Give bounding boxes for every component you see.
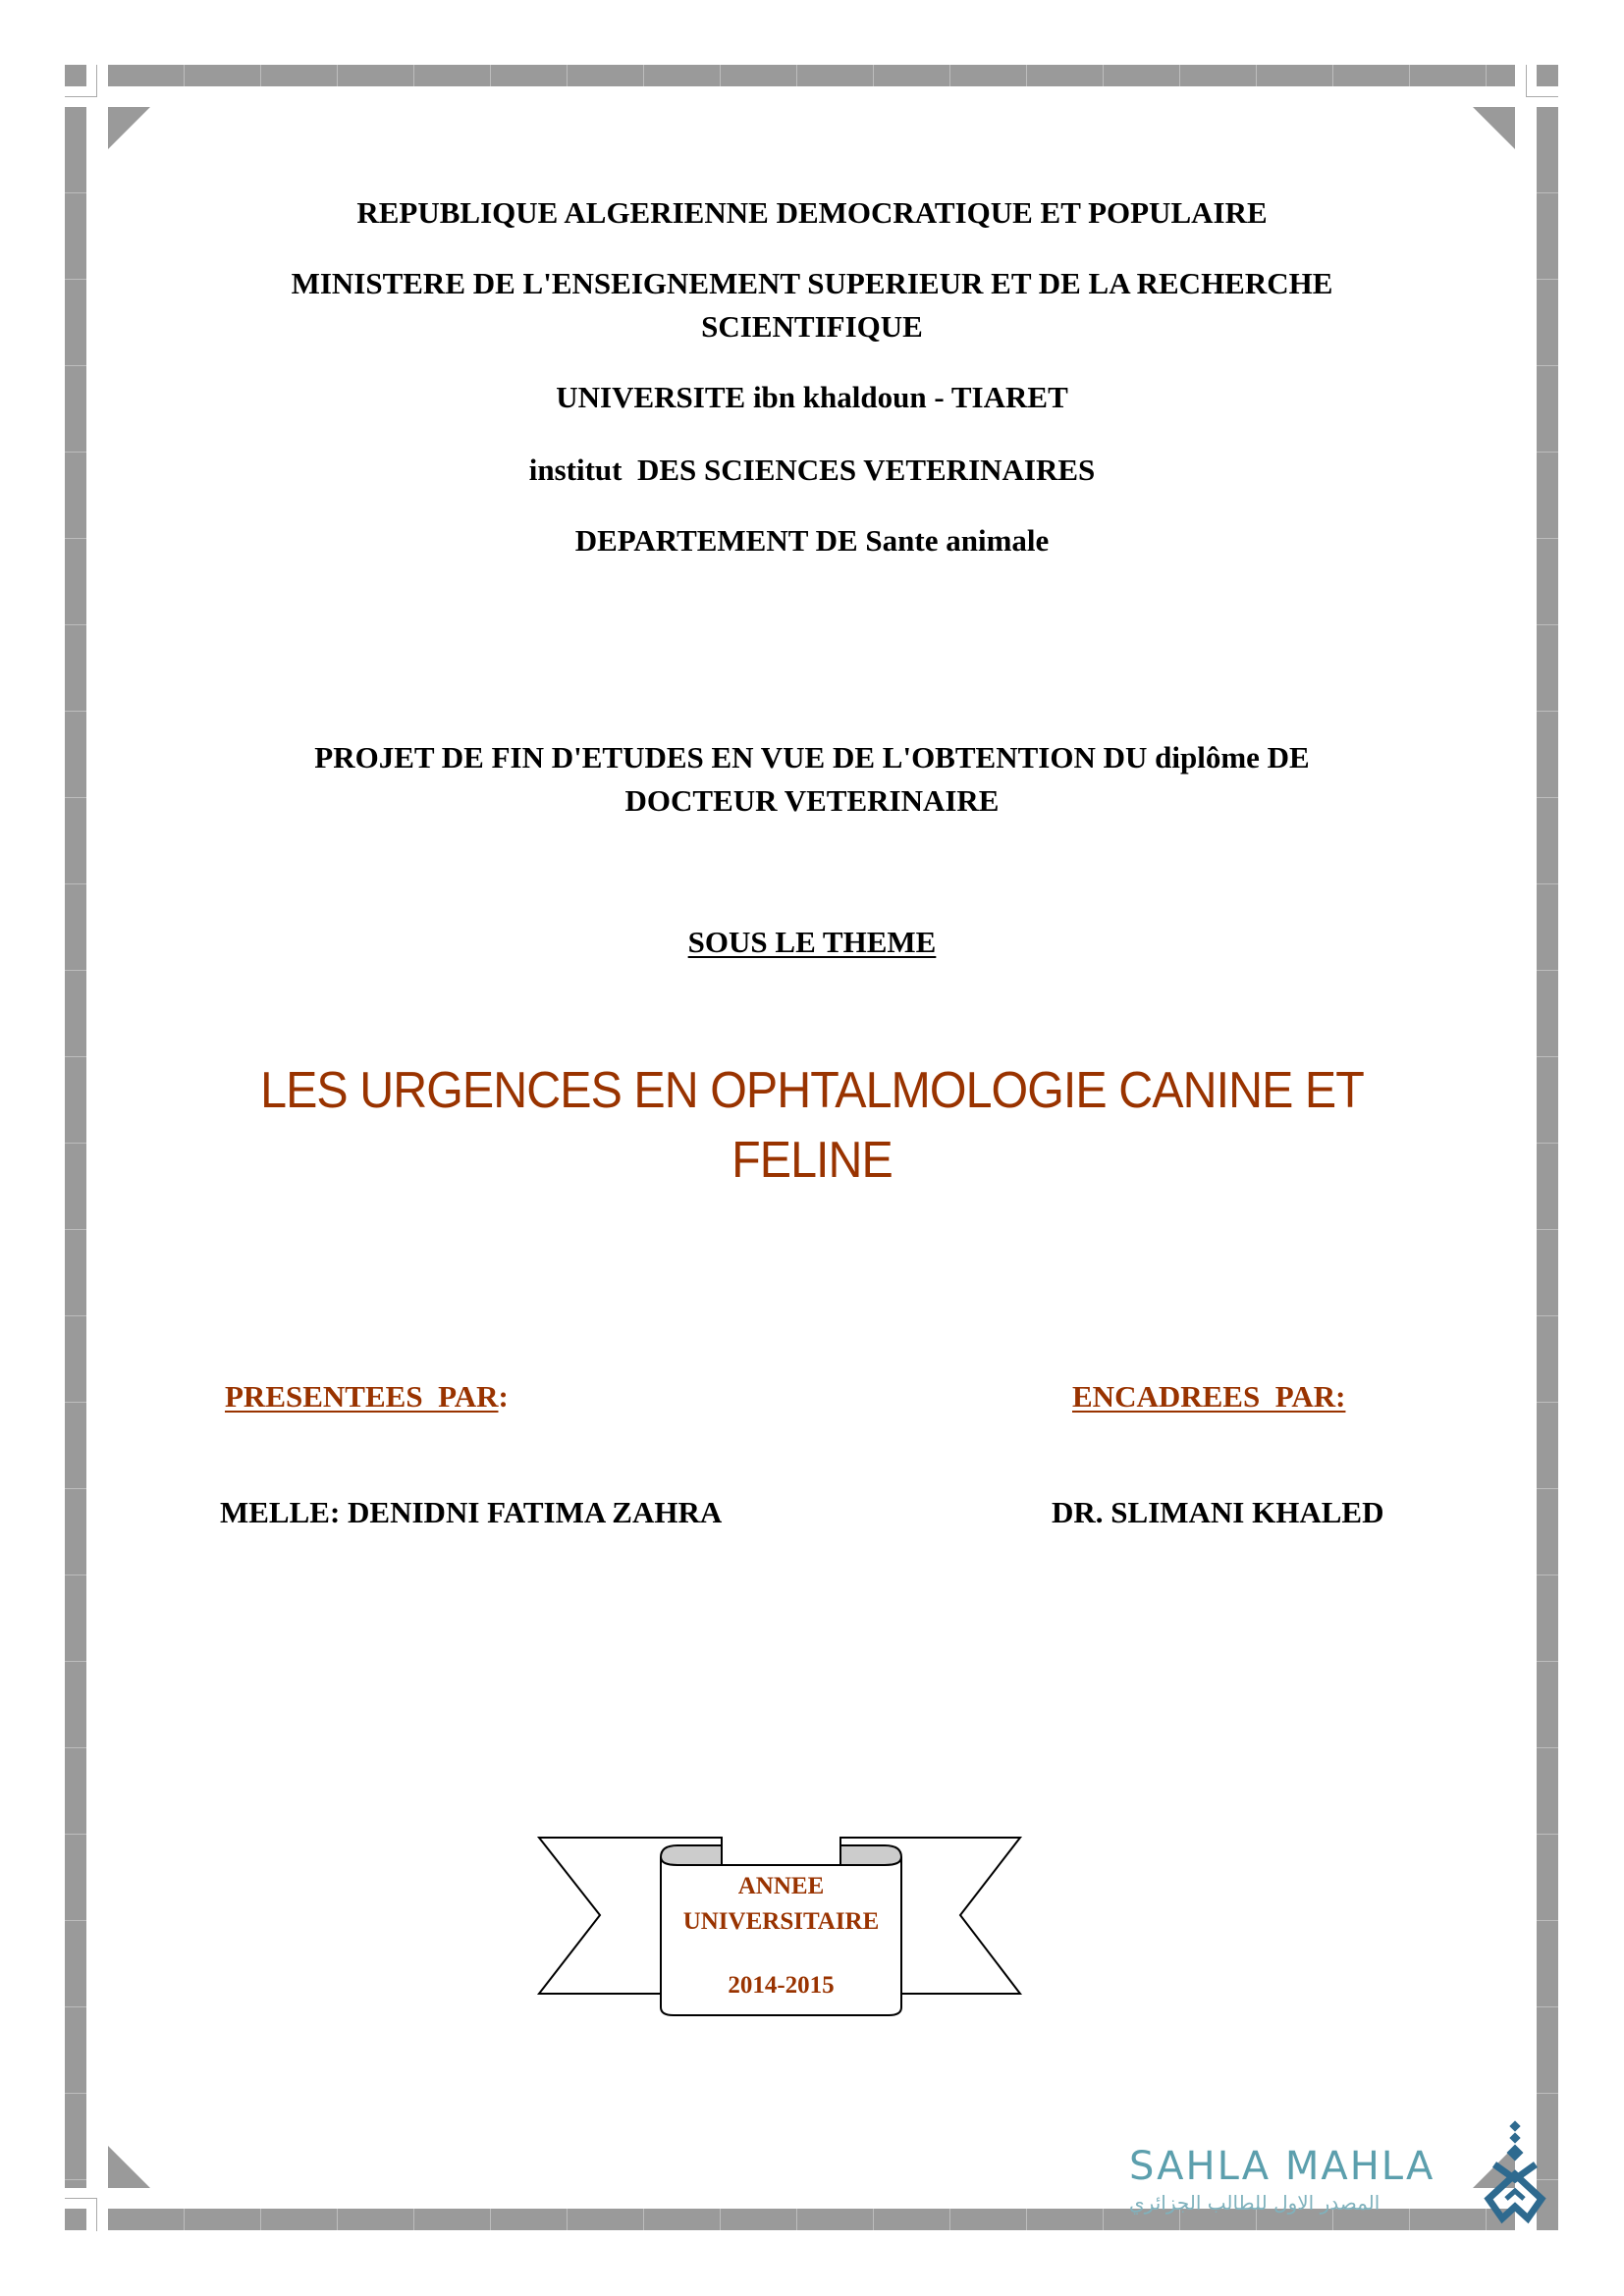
supervised-by-label bbox=[1072, 1379, 1345, 1415]
presented-by-colon: : bbox=[498, 1379, 509, 1414]
frame-corner-line-bottom-left bbox=[65, 2198, 97, 2231]
frame-triangle-top-right bbox=[1473, 107, 1515, 149]
frame-corner-line-top-right bbox=[1526, 65, 1558, 97]
republic-heading: REPUBLIQUE ALGERIENNE DEMOCRATIQUE ET POPULAIRE bbox=[356, 195, 1268, 230]
supervisor-name: DR. SLIMANI KHALED bbox=[1052, 1495, 1384, 1529]
thesis-title-line1: LES URGENCES EN OPHTALMOLOGIE CANINE ET bbox=[260, 1062, 1364, 1119]
project-line2: DOCTEUR VETERINAIRE bbox=[624, 783, 1000, 818]
thesis-title-line2: FELINE bbox=[731, 1132, 893, 1189]
supervised-by-text: ENCADREES PAR: bbox=[1072, 1379, 1346, 1414]
institute-heading: institut DES SCIENCES VETERINAIRES bbox=[528, 453, 1096, 487]
theme-label bbox=[0, 925, 1624, 960]
ribbon-universitaire: UNIVERSITAIRE bbox=[682, 1908, 880, 1935]
watermark-subtitle: المصدر الاول للطالب الجزائري bbox=[1129, 2191, 1380, 2215]
university-heading: UNIVERSITE ibn khaldoun - TIARET bbox=[556, 380, 1068, 414]
student-name: MELLE: DENIDNI FATIMA ZAHRA bbox=[220, 1495, 723, 1529]
ribbon-year: 2014-2015 bbox=[728, 1972, 835, 1999]
frame-triangle-top-left bbox=[108, 107, 150, 149]
theme-label-text: SOUS LE THEME bbox=[687, 925, 937, 959]
frame-triangle-bottom-left bbox=[108, 2146, 150, 2188]
project-line1: PROJET DE FIN D'ETUDES EN VUE DE L'OBTENTION DU diplôme DE bbox=[314, 740, 1310, 774]
ribbon-annee: ANNEE bbox=[737, 1873, 825, 1899]
ministry-heading-line2: SCIENTIFIQUE bbox=[701, 309, 923, 344]
presented-by-text: PRESENTEES PAR bbox=[225, 1379, 499, 1414]
department-heading: DEPARTEMENT DE Sante animale bbox=[574, 523, 1050, 558]
sahla-mahla-logo-icon bbox=[1481, 2120, 1549, 2228]
frame-top-bar bbox=[108, 65, 1515, 86]
frame-corner-line-top-left bbox=[65, 65, 97, 97]
watermark bbox=[1129, 2145, 1435, 2216]
ministry-heading-line1: MINISTERE DE L'ENSEIGNEMENT SUPERIEUR ET DE LA RECHERCHE bbox=[291, 266, 1333, 300]
watermark-title: SAHLA MAHLA bbox=[1129, 2144, 1435, 2189]
presented-by-label bbox=[225, 1379, 509, 1415]
